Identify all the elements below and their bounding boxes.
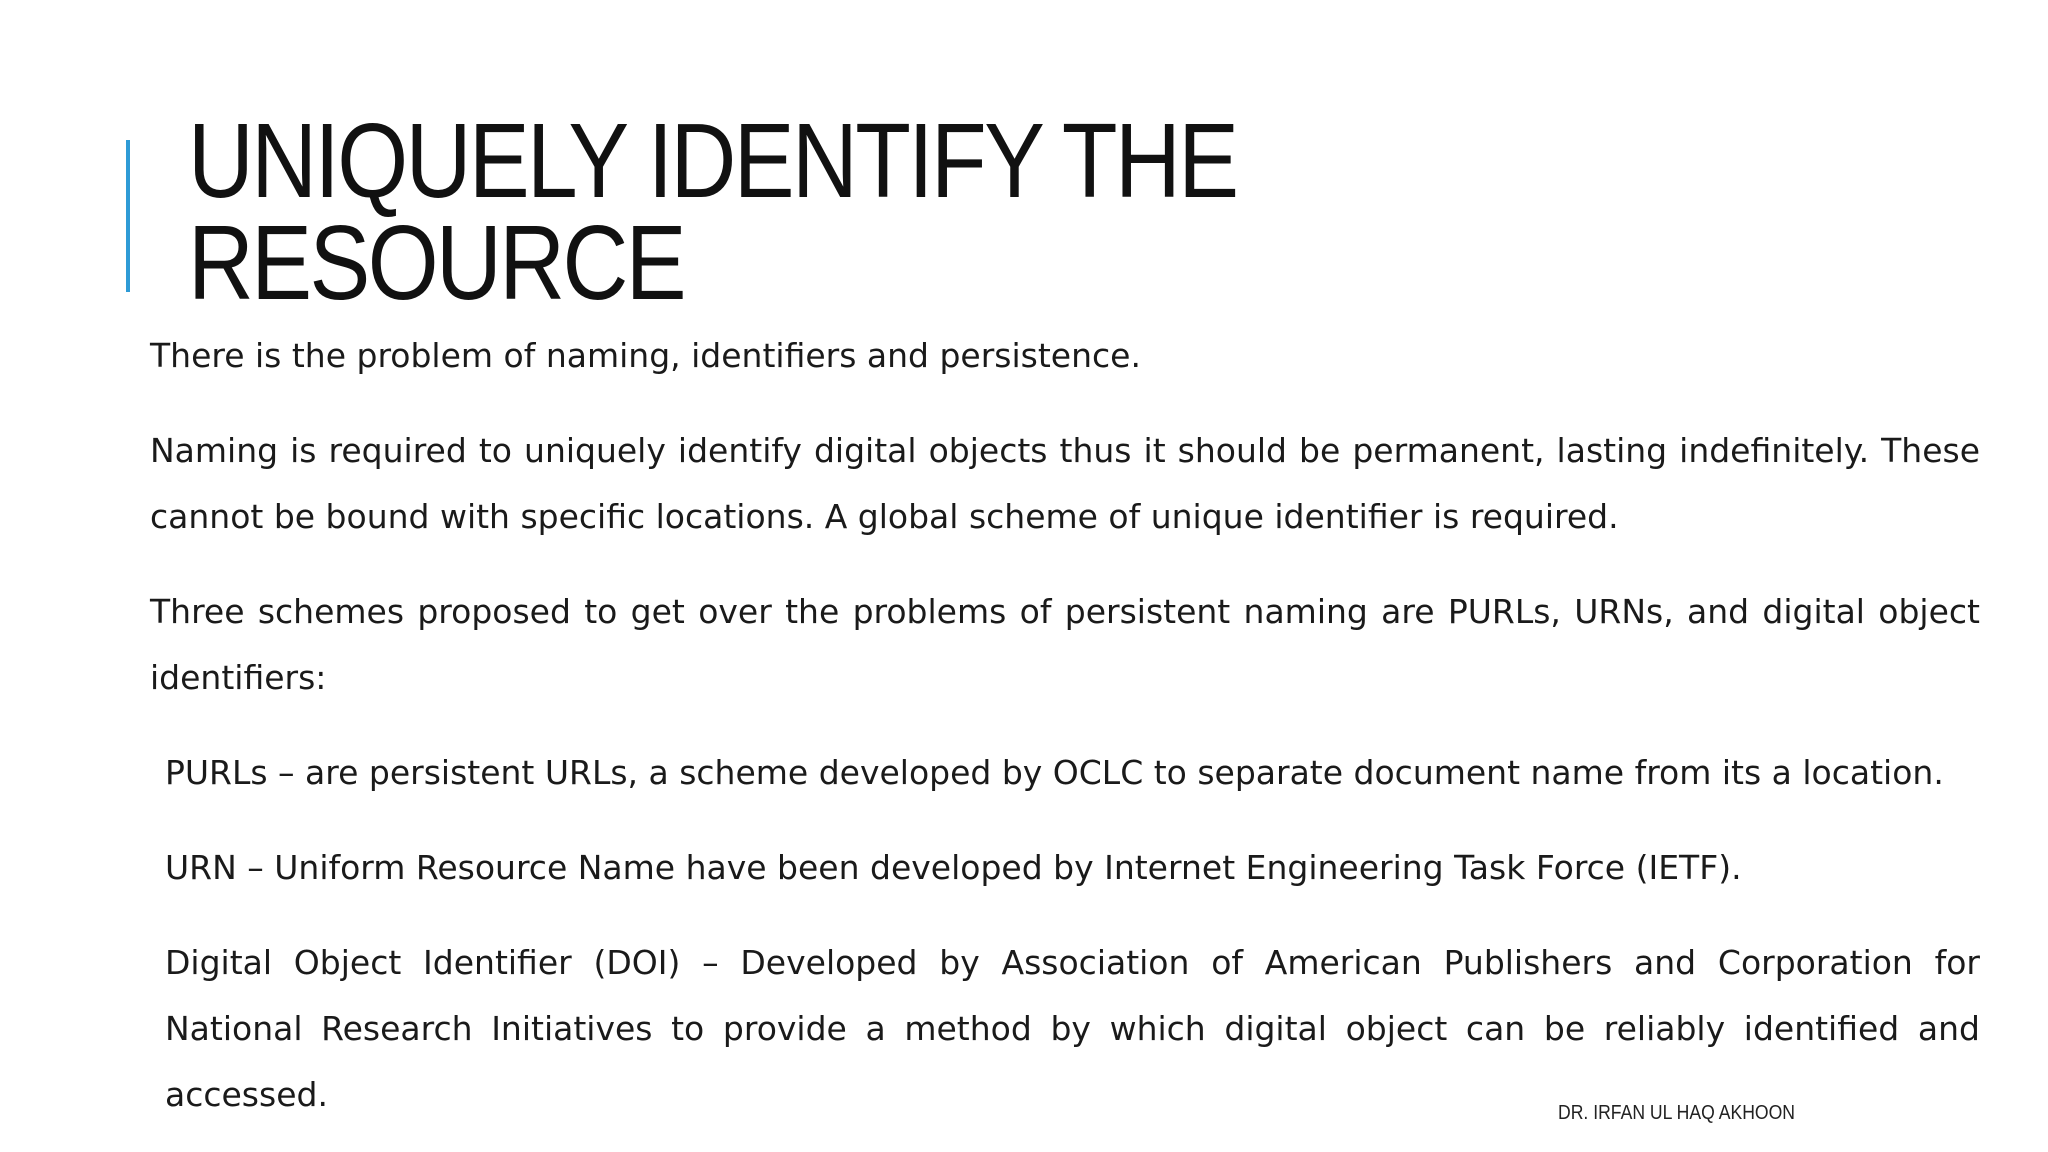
slide-footer-author: DR. IRFAN UL HAQ AKHOON	[1558, 1102, 1795, 1124]
slide-title-line-2: RESOURCE	[188, 204, 685, 322]
slide-body	[150, 323, 1980, 1152]
scheme-paragraph-doi: Digital Object Identifier (DOI) – Developed by Association of American Publishers and Corporation for National Research Initiatives to provide a method by which digital object can be reliably identified and accessed.	[165, 943, 1980, 1114]
slide-title	[188, 102, 1478, 322]
scheme-paragraph-purl: PURLs – are persistent URLs, a scheme developed by OCLC to separate document name from its a location.	[165, 753, 1944, 792]
scheme-paragraph-urn: URN – Uniform Resource Name have been developed by Internet Engineering Task Force (IETF).	[165, 848, 1742, 887]
body-paragraph: Naming is required to uniquely identify digital objects thus it should be permanent, lasting indefinitely. These cannot be bound with specific locations. A global scheme of unique identifier is required.	[150, 431, 1980, 536]
body-paragraph: There is the problem of naming, identifiers and persistence.	[150, 336, 1141, 375]
body-paragraph: Three schemes proposed to get over the problems of persistent naming are PURLs, URNs, and digital object identifiers:	[150, 592, 1980, 697]
title-accent-bar	[126, 140, 130, 292]
slide-title-line-1: UNIQUELY IDENTIFY THE	[188, 102, 1237, 220]
